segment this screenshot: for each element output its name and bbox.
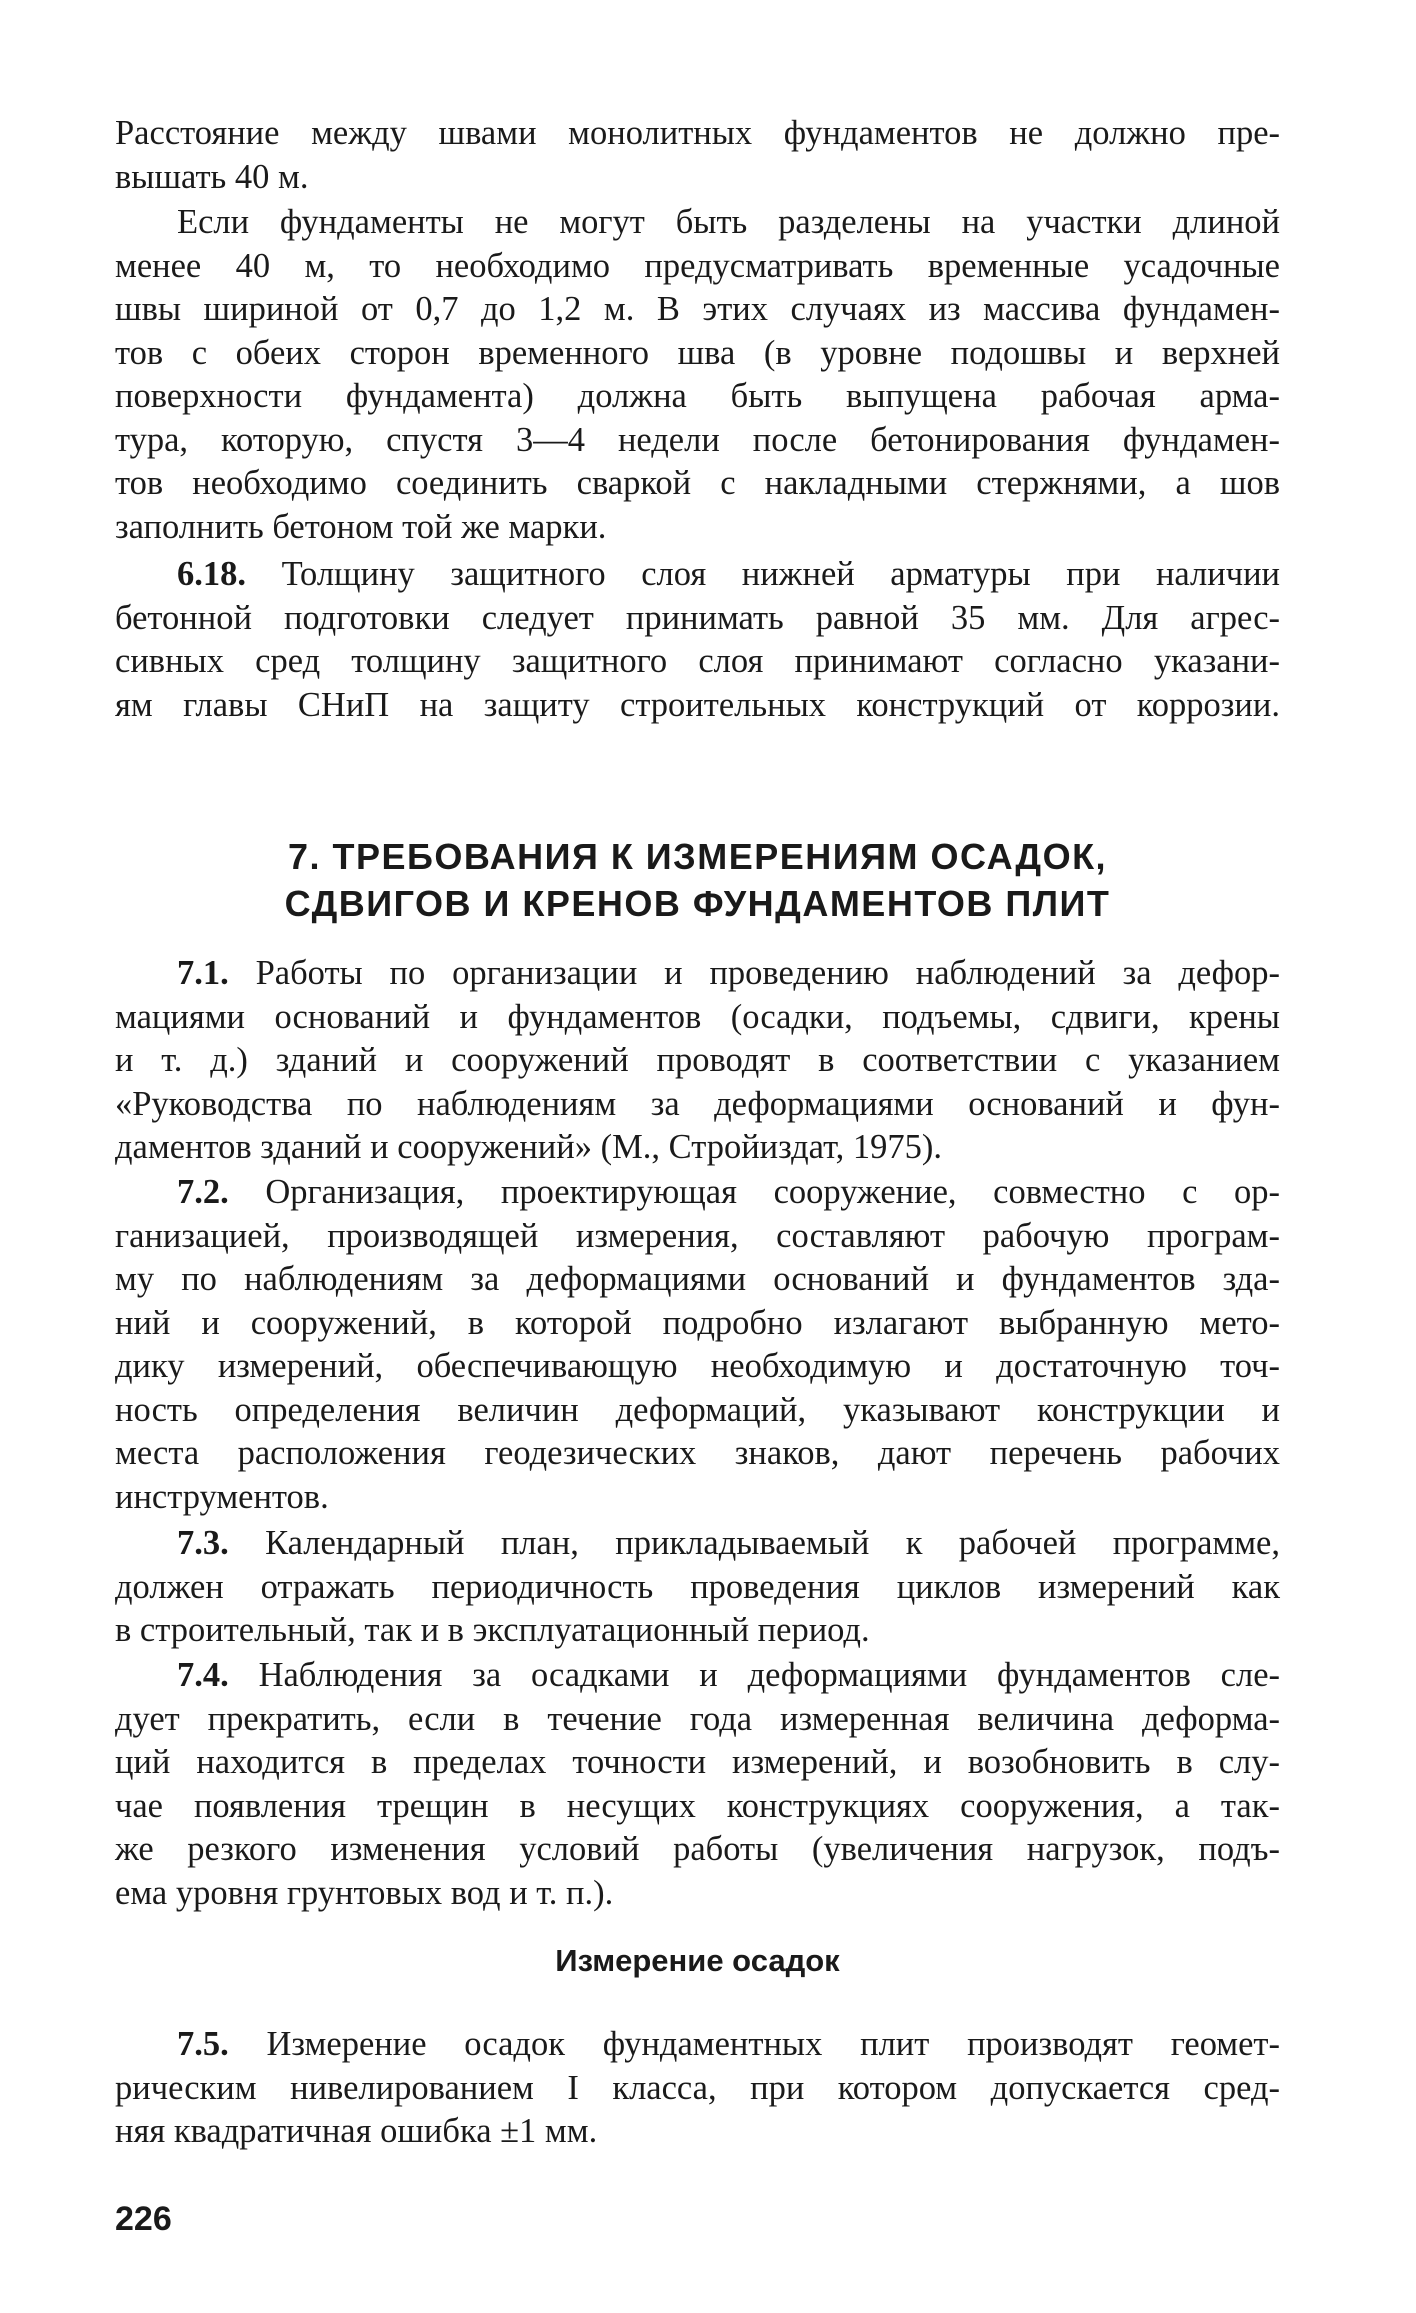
text-line: ема уровня грунтовых вод и т. п.). — [115, 1873, 614, 1912]
clause-number: 7.2. — [177, 1173, 229, 1211]
text-line: швы шириной от 0,7 до 1,2 м. В этих случаях из массива фундамен- — [115, 290, 1280, 328]
section-heading-line-1: 7. ТРЕБОВАНИЯ К ИЗМЕРЕНИЯМ ОСАДОК, — [287, 836, 1108, 877]
text-line: дует прекратить, если в течение года измеренная величина деформа- — [115, 1699, 1280, 1738]
text-line: ям главы СНиП на защиту строительных конструкций от коррозии. — [115, 685, 1280, 724]
text-line: Расстояние между швами монолитных фундаментов не должно пре- — [115, 114, 1280, 152]
text-line: «Руководства по наблюдениям за деформациями оснований и фун- — [115, 1084, 1280, 1123]
section-heading-line-2: СДВИГОВ И КРЕНОВ ФУНДАМЕНТОВ ПЛИТ — [284, 883, 1111, 924]
text-line: ганизацией, производящей измерения, составляют рабочую програм- — [115, 1216, 1280, 1255]
text-line: му по наблюдениям за деформациями оснований и фундаментов зда- — [115, 1260, 1280, 1298]
clause-number: 6.18. — [177, 555, 246, 593]
paragraph-7-5 — [115, 2023, 1280, 2154]
text-fragment: Измерение осадок фундаментных плит производят геомет- — [266, 2025, 1281, 2063]
paragraph-shrinkage-joints — [115, 201, 1280, 549]
subsection-heading: Измерение осадок — [555, 1943, 840, 1978]
text-line: сивных сред толщину защитного слоя принимают согласно указани- — [115, 642, 1280, 680]
text-line — [115, 1171, 1280, 1215]
text-line: вышать 40 м. — [115, 157, 309, 196]
text-line: же резкого изменения условий работы (увеличения нагрузок, подъ- — [115, 1830, 1280, 1868]
text-line: должен отражать периодичность проведения циклов измерений как — [115, 1567, 1280, 1606]
text-line: поверхности фундамента) должна быть выпущена рабочая арма- — [115, 377, 1280, 415]
text-line: тура, которую, спустя 3—4 недели после бетонирования фундамен- — [115, 420, 1280, 459]
text-line: ность определения величин деформаций, указывают конструкции и — [115, 1390, 1280, 1429]
text-line — [115, 2023, 1280, 2067]
text-line: мациями оснований и фундаментов (осадки, подъемы, сдвиги, крены — [115, 997, 1280, 1036]
text-line — [115, 553, 1280, 597]
paragraph-7-3 — [115, 1522, 1280, 1653]
text-line: бетонной подготовки следует принимать равной 35 мм. Для агрес- — [115, 598, 1280, 637]
text-line: ний и сооружений, в которой подробно излагают выбранную мето- — [115, 1303, 1280, 1342]
text-line: инструментов. — [115, 1477, 329, 1516]
text-line: Если фундаменты не могут быть разделены на участки длиной — [177, 203, 1280, 241]
text-fragment: Календарный план, прикладываемый к рабочей программе, — [265, 1524, 1280, 1562]
text-line: заполнить бетоном той же марки. — [115, 507, 607, 546]
text-fragment: Работы по организации и проведению наблюдений за дефор- — [255, 954, 1280, 992]
text-line — [115, 952, 1280, 996]
paragraph-6-18 — [115, 553, 1280, 727]
text-line: в строительный, так и в эксплуатационный период. — [115, 1611, 870, 1649]
text-line: места расположения геодезических знаков, дают перечень рабочих — [115, 1434, 1280, 1472]
text-line: и т. д.) зданий и сооружений проводят в соответствии с указанием — [115, 1041, 1280, 1079]
clause-number: 7.1. — [177, 954, 229, 992]
text-line: даментов зданий и сооружений» (М., Стройиздат, 1975). — [115, 1128, 942, 1166]
text-line: тов необходимо соединить сваркой с накладными стержнями, а шов — [115, 464, 1280, 502]
text-fragment: Толщину защитного слоя нижней арматуры при наличии — [281, 555, 1280, 593]
text-fragment: Наблюдения за осадками и деформациями фундаментов сле- — [258, 1656, 1280, 1694]
text-line — [115, 1522, 1280, 1566]
clause-number: 7.4. — [177, 1656, 229, 1694]
text-line: тов с обеих сторон временного шва (в уровне подошвы и верхней — [115, 333, 1280, 372]
clause-number: 7.5. — [177, 2025, 229, 2063]
clause-number: 7.3. — [177, 1524, 229, 1562]
text-line — [115, 1654, 1280, 1698]
text-line: дику измерений, обеспечивающую необходимую и достаточную точ- — [115, 1347, 1280, 1385]
text-line: менее 40 м, то необходимо предусматривать временные усадочные — [115, 246, 1280, 285]
text-line: ций находится в пределах точности измерений, и возобновить в слу- — [115, 1743, 1280, 1781]
page-number: 226 — [115, 2200, 172, 2238]
paragraph-intro — [115, 112, 1280, 199]
paragraph-7-1 — [115, 952, 1280, 1170]
text-line: няя квадратичная ошибка ±1 мм. — [115, 2112, 598, 2150]
text-line: чае появления трещин в несущих конструкциях сооружения, а так- — [115, 1786, 1280, 1825]
text-line: рическим нивелированием I класса, при котором допускается сред- — [115, 2068, 1280, 2107]
section-heading — [115, 833, 1280, 927]
paragraph-7-4 — [115, 1654, 1280, 1915]
paragraph-7-2 — [115, 1171, 1280, 1519]
text-fragment: Организация, проектирующая сооружение, совместно с ор- — [265, 1173, 1281, 1211]
